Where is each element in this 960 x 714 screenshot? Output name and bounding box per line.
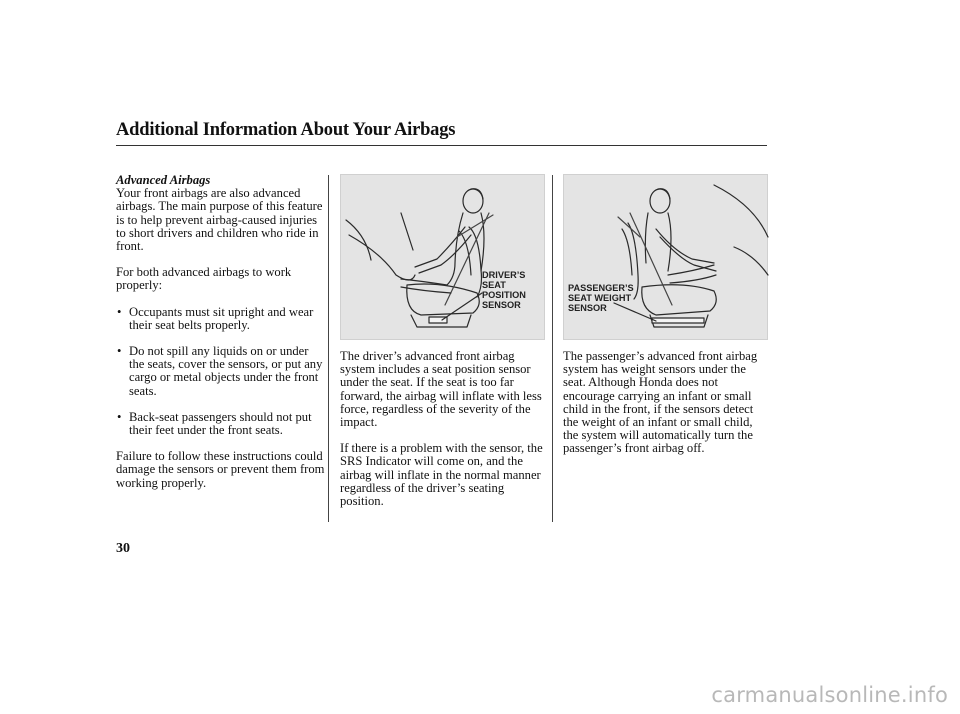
passenger-seat-illustration xyxy=(563,174,768,340)
column-divider-1 xyxy=(328,175,329,522)
intro-paragraph: Your front airbags are also advanced airbags. The main purpose of this feature is to help prevent airbag-caused injuries to short drivers and children who ride in front. xyxy=(116,186,323,254)
header-divider xyxy=(116,145,767,146)
driver-paragraph-2: If there is a problem with the sensor, the SRS Indicator will come on, and the airbag will inflate in the normal manner regardless of the driver’s seating position. xyxy=(340,441,543,509)
passenger-paragraph-1: The passenger’s advanced front airbag system has weight sensors under the seat. Although Honda does not encourage carrying an infant or small child in the front, if the sensors detect the weight of an infant or small child, the system will automatically turn the passenger’s front airbag off. xyxy=(563,349,758,456)
driver-seat-illustration xyxy=(340,174,545,340)
watermark: carmanualsonline.info xyxy=(711,683,948,707)
bullet-item: • Do not spill any liquids on or under the seats, cover the sensors, or put any cargo or metal objects under the front seats. xyxy=(116,345,326,398)
closing-paragraph: Failure to follow these instructions could damage the sensors or prevent them from working properly. xyxy=(116,449,325,490)
passenger-sensor-label: PASSENGER’S SEAT WEIGHT SENSOR xyxy=(568,283,634,313)
lead-paragraph: For both advanced airbags to work properly: xyxy=(116,265,292,293)
bullet-item: • Back-seat passengers should not put their feet under the front seats. xyxy=(116,411,326,437)
driver-paragraph-1: The driver’s advanced front airbag system includes a seat position sensor under the seat. If the seat is too far forward, the airbag will inflate with less force, regardless of the severity of the impact. xyxy=(340,349,542,430)
driver-sensor-label: DRIVER’S SEAT POSITION SENSOR xyxy=(482,270,526,310)
section-title: Advanced Airbags xyxy=(116,173,211,187)
column-3 xyxy=(563,350,768,456)
passenger-seat-drawing xyxy=(564,175,769,341)
column-1 xyxy=(116,174,326,490)
page-title: Additional Information About Your Airbags xyxy=(116,120,456,140)
page-number: 30 xyxy=(116,541,130,556)
column-2 xyxy=(340,350,548,508)
bullet-item: • Occupants must sit upright and wear their seat belts properly. xyxy=(116,306,326,332)
column-divider-2 xyxy=(552,175,553,522)
driver-seat-drawing xyxy=(341,175,546,341)
